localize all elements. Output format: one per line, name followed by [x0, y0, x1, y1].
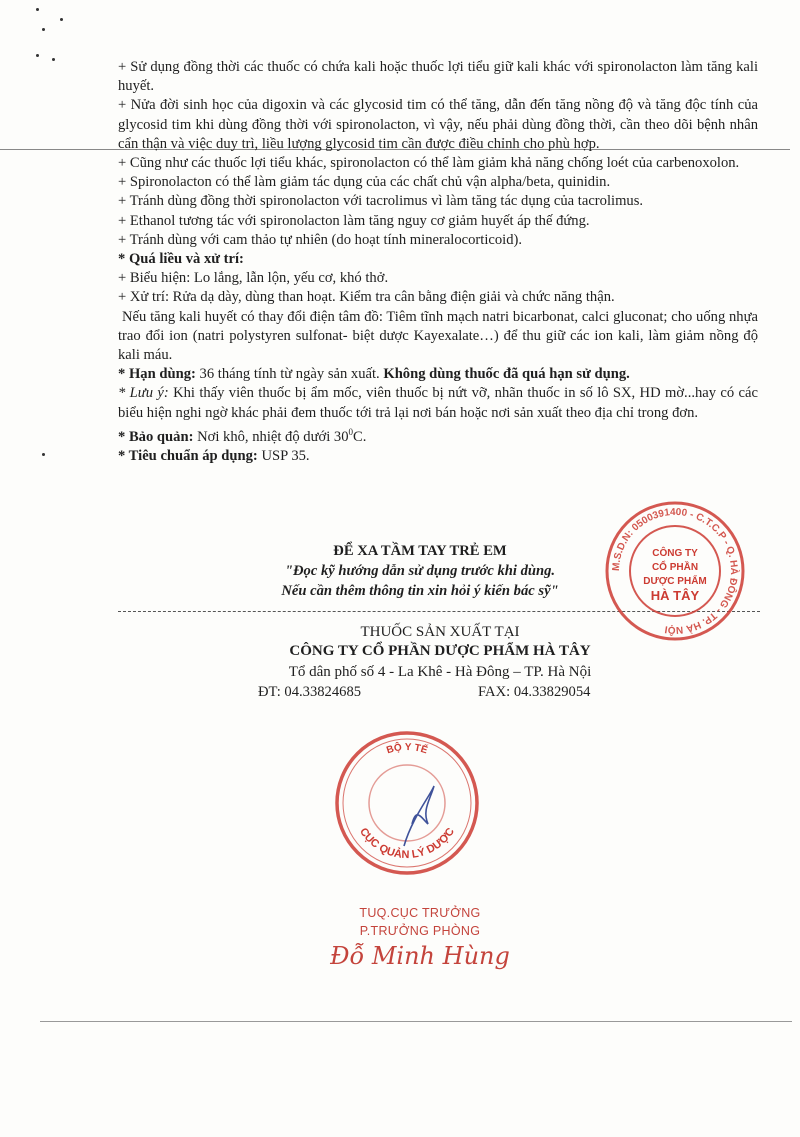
overdose-line: Nếu tăng kali huyết có thay đổi điện tâm đồ: Tiêm tĩnh mạch natri bicarbonat, calci gluconat; cho uống nhựa trao đổi ion (natri polystyren sulfonat- biệt dược Kayexalate…) để thu giữ các ion kali, làm giảm nồng độ kali máu.	[118, 308, 758, 364]
note-line: * Lưu ý: Khi thấy viên thuốc bị ẩm mốc, viên thuốc bị nứt vỡ, nhãn thuốc in số lô SX, HD mờ...hay có các biểu hiện nghi ngờ khác phải đem thuốc tới trả lại nơi bán hoặc nơi sản xuất theo địa chỉ trong đơn.	[118, 385, 758, 421]
signature-mark	[404, 786, 434, 846]
instruction-line: + Tránh dùng với cam thảo tự nhiên (do hoạt tính mineralocorticoid).	[118, 231, 523, 248]
instruction-line: + Spironolacton có thể làm giảm tác dụng của các chất chủ vận alpha/beta, quinidin.	[118, 174, 611, 191]
svg-text:CỤC QUẢN LÝ DƯỢC	[357, 826, 457, 861]
overdose-line: + Biểu hiện: Lo lắng, lẫn lộn, yếu cơ, khó thở.	[118, 270, 389, 287]
company-stamp-ring-text: M.S.D.N: 0500391400 - C.T.C.P - Q. HÀ ĐÔNG - TP. HÀ NỘI	[610, 506, 740, 636]
overdose-heading: * Quá liều và xử trí:	[118, 251, 244, 268]
keep-away-warning: ĐỂ XA TẦM TAY TRẺ EM	[333, 543, 507, 559]
company-stamp-line: CỔ PHẦN	[651, 562, 699, 573]
company-stamp-line: DƯỢC PHẨM	[643, 576, 707, 587]
ministry-stamp-ring-text: BỘ Y TẾ	[385, 741, 429, 757]
expiry-line: * Hạn dùng: 36 tháng tính từ ngày sản xuất. Không dùng thuốc đã quá hạn sử dụng.	[118, 366, 630, 383]
scan-speck	[52, 58, 55, 61]
consult-warning: Nếu cần thêm thông tin xin hỏi ý kiến bác sỹ"	[281, 583, 559, 599]
instruction-line: + Sử dụng đồng thời các thuốc có chứa kali hoặc thuốc lợi tiểu giữ kali khác với spironolacton làm tăng kali huyết.	[118, 59, 758, 95]
scan-speck	[42, 28, 45, 31]
instruction-line: + Nửa đời sinh học của digoxin và các glycosid tim có thể tăng, dẫn đến tăng nồng độ và tăng độc tính của glycosid tim khi dùng đồng thời với spironolacton, vì vậy, nếu phải dùng đồng thời, cần theo dõi bệnh nhân cẩn thận và việc duy trì, liều lượng glycosid tim cần được điều chỉnh cho phù hợp.	[118, 97, 758, 152]
scan-speck	[36, 8, 39, 11]
ministry-stamp-bottom-text: CỤC QUẢN LÝ DƯỢC	[357, 825, 457, 862]
phone-number: ĐT: 04.33824685	[258, 684, 362, 700]
page-bottom-rule	[40, 1021, 792, 1022]
made-at-label: THUỐC SẢN XUẤT TẠI	[360, 624, 520, 640]
instruction-line: + Cũng như các thuốc lợi tiểu khác, spironolacton có thể làm giảm khả năng chống loét của carbenoxolon.	[118, 155, 740, 172]
scan-speck	[36, 54, 39, 57]
signature-title: TUQ.CỤC TRƯỞNG	[359, 906, 481, 920]
standard-line: * Tiêu chuẩn áp dụng: USP 35.	[118, 447, 310, 464]
instructions-text	[118, 58, 758, 466]
company-stamp	[600, 496, 750, 646]
scan-speck	[60, 18, 63, 21]
fax-number: FAX: 04.33829054	[478, 684, 591, 700]
scan-speck	[42, 453, 45, 456]
signature-name: Đỗ Minh Hùng	[330, 942, 510, 970]
instruction-line: + Ethanol tương tác với spironolacton làm tăng nguy cơ giảm huyết áp thế đứng.	[118, 212, 590, 229]
signature-subtitle: P.TRƯỞNG PHÒNG	[359, 924, 481, 938]
company-stamp-line: CÔNG TY	[652, 548, 698, 559]
read-guide-warning: "Đọc kỹ hướng dẫn sử dụng trước khi dùng.	[284, 563, 556, 579]
company-address: Tổ dân phố số 4 - La Khê - Hà Đông – TP. Hà Nội	[288, 664, 592, 680]
instruction-line: + Tránh dùng đồng thời spironolacton với tacrolimus vì làm tăng tác dụng của tacrolimus.	[118, 193, 644, 210]
company-stamp-line: HÀ TÂY	[650, 588, 700, 603]
signature-block	[300, 906, 540, 970]
svg-text:BỘ Y TẾ	[385, 740, 430, 756]
company-name: CÔNG TY CỔ PHẦN DƯỢC PHẨM HÀ TÂY	[289, 643, 591, 659]
ministry-stamp	[332, 728, 482, 878]
overdose-line: + Xử trí: Rửa dạ dày, dùng than hoạt. Kiểm tra cân bằng điện giải và chức năng thận.	[118, 289, 615, 306]
storage-line: * Bảo quản: Nơi khô, nhiệt độ dưới $30^0C$.	[118, 426, 367, 445]
